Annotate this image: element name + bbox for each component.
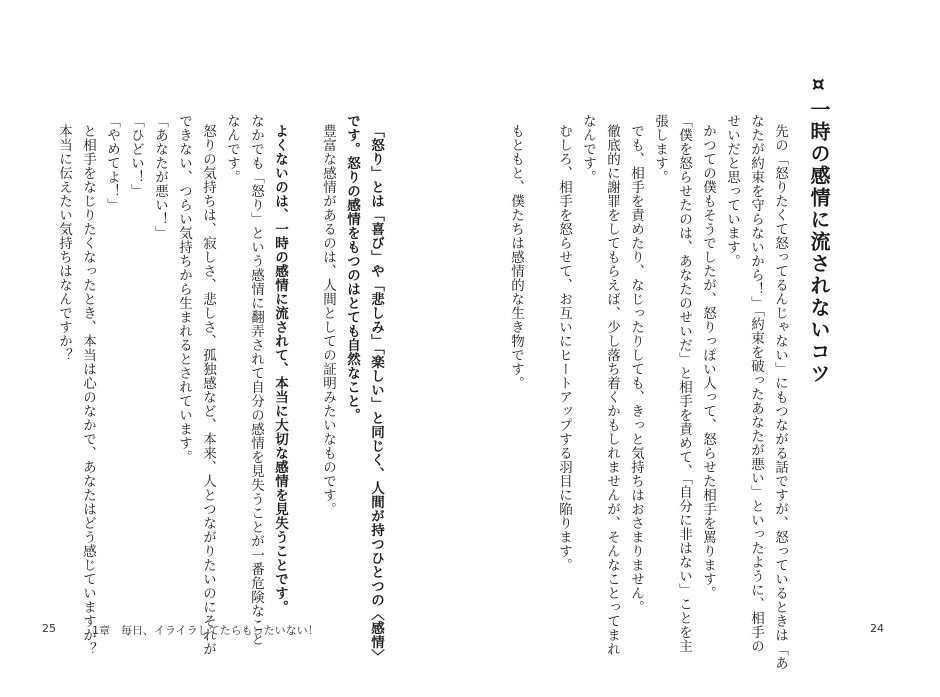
body-line: と相手をなじりたくなったとき、本当は心のなかで、あなたはどう感じていますか？ [80, 124, 96, 656]
body-line: むしろ、相手を怒らせて、お互いにヒートアップする羽目に陥ります。 [556, 124, 572, 572]
body-line: もともと、僕たちは感情的な生き物です。 [508, 124, 524, 390]
body-line: 「あなたが悪い！」 [152, 114, 168, 240]
body-line: 本当に伝えたい気持ちはなんですか？ [56, 124, 72, 362]
body-line: できない、つらい気持ちから生まれるとされています。 [176, 114, 192, 464]
body-line: でも、相手を責めたり、なじったりしても、きっと気持ちはおさまりません。 [628, 124, 644, 614]
body-line-bold: 「怒り」とは「喜び」や「悲しみ」「楽しい」と同じく、人間が持つひとつの〈感情〉 [368, 124, 384, 664]
heading-mark-icon: ¤ [807, 78, 831, 93]
body-line: かつての僕もそうでしたが、怒りっぽい人って、怒らせた相手を罵ります。 [700, 124, 716, 600]
page-number: 25 [42, 622, 56, 635]
page-number: 24 [870, 622, 884, 635]
running-head: 1章 毎日、イライラしてたらもったいない！ [92, 624, 319, 637]
body-line: 「ひどい！」 [128, 114, 144, 198]
right-page [470, 0, 940, 697]
body-line: なたが約束を守らないから！」「約束を破ったあなたが悪い」といったように、相手の [748, 114, 764, 654]
body-line: 張します。 [652, 114, 668, 184]
body-line: 豊富な感情があるのは、人間としての証明みたいなものです。 [320, 124, 336, 516]
body-line-bold: です。怒りの感情をもつのはとても自然なこと。 [344, 114, 360, 422]
body-line: 徹底的に謝罪をしてもらえば、少し落ち着くかもしれませんが、そんなことってまれ [604, 124, 620, 656]
body-line-bold: よくないのは、一時の感情に流されて、本当に大切な感情を見失うことです。 [272, 124, 288, 614]
body-line: なかでも「怒り」という感情に翻弄されて自分の感情を見失うことが一番危険なこと [248, 114, 264, 646]
heading-text: 一時の感情に流されないコツ [807, 98, 831, 385]
body-line: なんです。 [580, 114, 596, 184]
body-line: なんです。 [224, 114, 240, 184]
body-line: 怒りの気持ちは、寂しさ、悲しさ、孤独感など、本来、人とつながりたいのにそれが [200, 124, 216, 656]
section-heading [806, 78, 834, 385]
body-line: 先の「怒りたくて怒ってるんじゃない」にもつながる話ですが、怒っているときは「あ [772, 124, 788, 670]
body-line: せいだと思っています。 [724, 114, 740, 268]
body-line: 「僕を怒らせたのは、あなたのせいだ」と相手を責めて、「自分に非はない」ことを主 [676, 114, 692, 654]
body-line: 「やめてよ！」 [104, 114, 120, 212]
